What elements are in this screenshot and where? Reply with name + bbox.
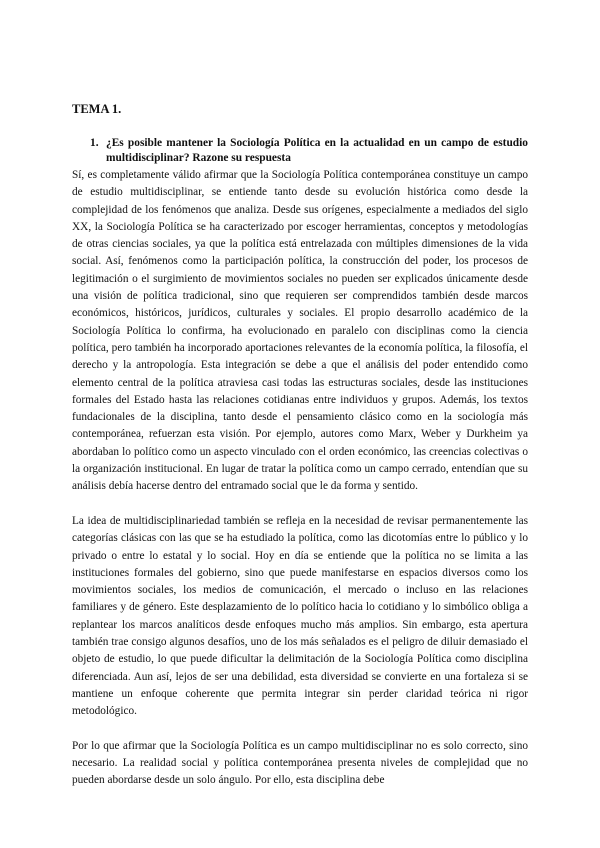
document-heading: TEMA 1. bbox=[72, 102, 122, 116]
question-heading bbox=[72, 136, 528, 166]
answer-paragraph-2: La idea de multidisciplinariedad también se refleja en la necesidad de revisar permanentemente las categorías clásicas con las que se ha estudiado la política, como las dicotomías entre lo público y lo privado o entre lo estatal y lo social. Hoy en día se entiende que la política no se limita a las instituciones formales del gobierno, sino que puede manifestarse en espacios diversos como los movimientos sociales, los medios de comunicación, el mercado o incluso en las relaciones familiares y de género. Este desplazamiento de lo político hacia lo cotidiano y lo simbólico obliga a replantear los marcos analíticos desde enfoques mucho más amplios. Sin embargo, esta apertura también trae consigo algunos desafíos, uno de los más señalados es el peligro de diluir demasiado el objeto de estudio, lo que puede dificultar la delimitación de la Sociología Política como disciplina diferenciada. Aun así, lejos de ser una debilidad, esta diversidad se convierte en una fortaleza si se mantiene un enfoque coherente que permita integrar sin perder claridad teórica ni rigor metodológico. bbox=[72, 514, 528, 718]
answer-paragraph-1: Sí, es completamente válido afirmar que la Sociología Política contemporánea constituye un campo de estudio multidisciplinar, se entiende tanto desde su evolución histórica como desde la complejidad de los fenómenos que analiza. Desde sus orígenes, especialmente a mediados del siglo XX, la Sociología Política se ha caracterizado por escoger herramientas, conceptos y metodologías de otras ciencias sociales, ya que la política está entrelazada con múltiples dimensiones de la vida social. Así, fenómenos como la participación política, la construcción del poder, los procesos de legitimación o el surgimiento de movimientos sociales no pueden ser explicados únicamente desde una visión de política tradicional, sino que requieren ser comprendidos también desde marcos económicos, históricos, jurídicos, culturales y sociales. El propio desarrollo académico de la Sociología Política lo confirma, ha evolucionado en paralelo con disciplinas como la ciencia política, pero también ha incorporado aportaciones relevantes de la economía política, la filosofía, el derecho y la antropología. Esta integración se debe a que el análisis del poder entendido como elemento central de la política atraviesa casi todas las estructuras sociales, desde las instituciones formales del Estado hasta las relaciones cotidianas entre individuos y grupos. Además, los textos fundacionales de la disciplina, tanto desde el pensamiento clásico como en la sociología más contemporánea, refuerzan esta visión. Por ejemplo, autores como Marx, Weber y Durkheim ya abordaban lo político como un aspecto vinculado con el orden económico, las creencias colectivas o la organización institucional. En lugar de tratar la política como un campo cerrado, entendían que su análisis debía hacerse dentro del entramado social que le da forma y sentido. bbox=[72, 169, 528, 493]
answer-body bbox=[72, 167, 528, 807]
question-number: 1. bbox=[90, 137, 99, 149]
question-text: ¿Es posible mantener la Sociología Política en la actualidad en un campo de estudio multidisciplinar? Razone su respuesta bbox=[106, 137, 528, 164]
answer-paragraph-3: Por lo que afirmar que la Sociología Política es un campo multidisciplinar no es solo correcto, sino necesario. La realidad social y política contemporánea presenta niveles de complejidad que no pueden abordarse desde un solo ángulo. Por ello, esta disciplina debe bbox=[72, 739, 528, 787]
